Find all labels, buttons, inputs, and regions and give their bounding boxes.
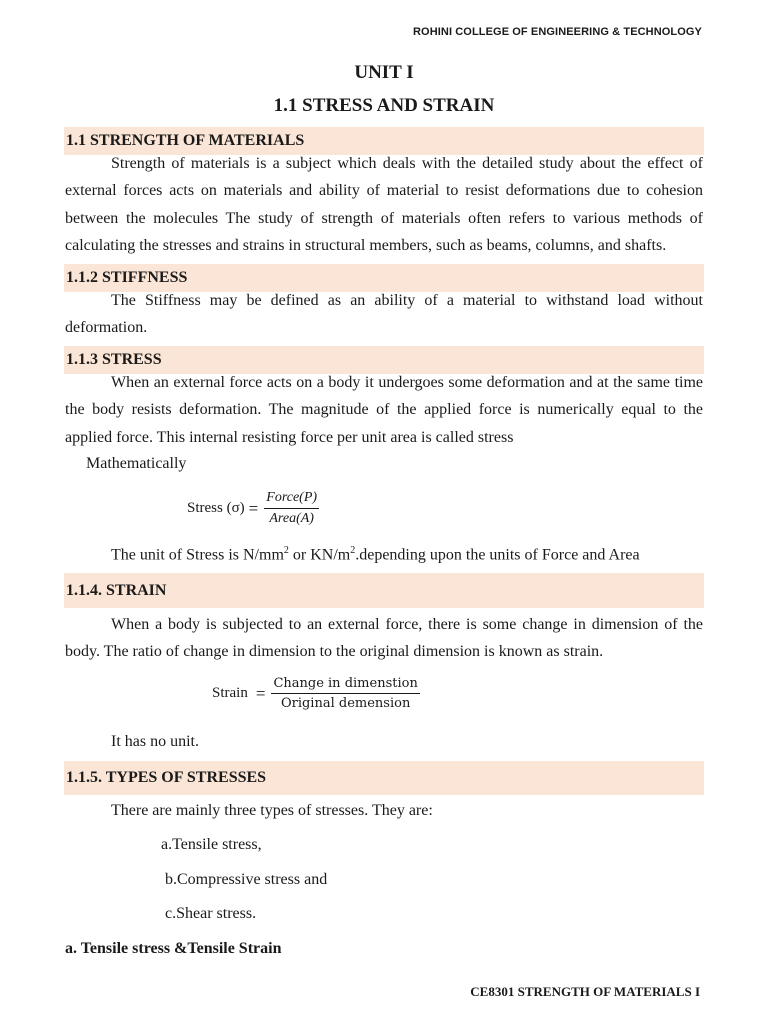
list-item-compressive: b.Compressive stress and xyxy=(165,871,328,888)
header-college-name: ROHINI COLLEGE OF ENGINEERING & TECHNOLOGY xyxy=(413,26,702,38)
stiffness-text: The Stiffness may be defined as an ability of a material to withstand load without deformation. xyxy=(65,292,703,337)
list-item-tensile: a.Tensile stress, xyxy=(161,836,262,853)
strength-paragraph xyxy=(65,150,703,259)
strain-formula-label: Strain xyxy=(212,685,248,701)
stress-fraction xyxy=(264,490,319,527)
strain-fraction xyxy=(271,676,419,711)
unit-sup-a: 2 xyxy=(283,545,289,556)
types-intro: There are mainly three types of stresses. They are: xyxy=(111,802,433,819)
section-heading-stress: 1.1.3 STRESS xyxy=(64,346,704,374)
equals-sign: = xyxy=(248,498,259,518)
unit-text-b: or KN/m xyxy=(288,546,351,564)
no-unit-text: It has no unit. xyxy=(111,733,199,750)
section-heading-stiffness: 1.1.2 STIFFNESS xyxy=(64,264,704,292)
equals-sign: = xyxy=(255,683,266,703)
stress-text: When an external force acts on a body it undergoes some deformation and at the same time the body resists deformation. The magnitude of the applied force is numerically equal to the applied force. This internal resisting force per unit area is called stress xyxy=(65,374,703,446)
strain-text: When a body is subjected to an external force, there is some change in dimension of the body. The ratio of change in dimension to the original dimension is known as strain. xyxy=(65,616,703,661)
footer-course-title: CE8301 STRENGTH OF MATERIALS I xyxy=(470,984,700,999)
unit-sup-b: 2 xyxy=(350,545,356,556)
tensile-subheading: a. Tensile stress &Tensile Strain xyxy=(65,940,282,957)
strain-paragraph xyxy=(65,611,703,666)
unit-text-a: The unit of Stress is N/mm xyxy=(111,546,284,564)
stiffness-paragraph xyxy=(65,287,703,342)
section-heading-strength: 1.1 STRENGTH OF MATERIALS xyxy=(64,127,704,155)
unit-text-c: .depending upon the units of Force and Area xyxy=(355,546,640,564)
chapter-title: 1.1 STRESS AND STRAIN xyxy=(273,95,495,116)
section-heading-strain: 1.1.4. STRAIN xyxy=(64,573,704,608)
strain-formula xyxy=(212,676,420,711)
stress-unit-line xyxy=(111,545,640,564)
stress-denominator: Area(A) xyxy=(269,511,314,526)
stress-numerator: Force(P) xyxy=(264,490,319,509)
stress-formula xyxy=(187,490,319,527)
section-heading-types: 1.1.5. TYPES OF STRESSES xyxy=(64,761,704,795)
strain-numerator: Change in dimenstion xyxy=(271,676,419,694)
strain-denominator: Original demension xyxy=(280,696,411,711)
list-item-shear: c.Shear stress. xyxy=(165,905,257,922)
stress-formula-label: Stress (σ) xyxy=(187,500,245,516)
unit-title: UNIT I xyxy=(354,62,414,83)
mathematically-label: Mathematically xyxy=(86,455,187,472)
strength-text: Strength of materials is a subject which deals with the detailed study about the effect of external forces acts on materials and ability of material to resist deformations due to cohesion between the molecules The study of strength of materials often refers to various methods of calculating the stresses and strains in structural members, such as beams, columns, and shafts. xyxy=(65,155,703,254)
stress-paragraph xyxy=(65,369,703,451)
